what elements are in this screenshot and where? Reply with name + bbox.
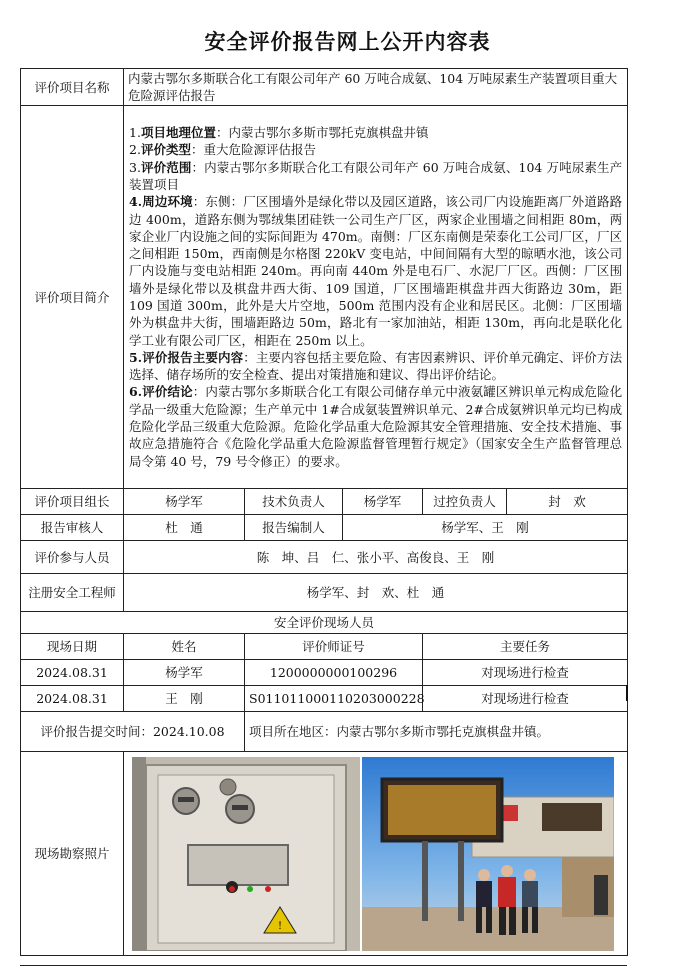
intro-item: 3.评价范围：内蒙古鄂尔多斯联合化工有限公司年产 60 万吨合成氨、104 万吨尿素生产装置项目 (129, 159, 623, 192)
name-cell: 杨学军 (124, 660, 245, 686)
review-row (21, 515, 628, 541)
photos-cell (124, 752, 628, 956)
editor-value: 杨学军、王 刚 (343, 515, 628, 541)
process-label: 过控负责人 (423, 489, 507, 515)
project-location: 项目所在地区：内蒙古鄂尔多斯市鄂托克旗棋盘井镇。 (245, 712, 628, 752)
leader-row (21, 489, 628, 515)
date-cell: 2024.08.31 (21, 686, 124, 712)
engineers-value: 杨学军、封 欢、杜 通 (124, 574, 628, 612)
photos-row (21, 752, 628, 956)
intro-label: 评价项目简介 (21, 106, 124, 489)
table-row (21, 686, 628, 712)
column-header: 主要任务 (423, 634, 628, 660)
name-cell: 王 刚 (124, 686, 245, 712)
intro-content (124, 106, 628, 489)
photos-label: 现场勘察照片 (21, 752, 124, 956)
column-header: 现场日期 (21, 634, 124, 660)
reviewer-label: 报告审核人 (21, 515, 124, 541)
editor-label: 报告编制人 (245, 515, 343, 541)
column-header: 姓名 (124, 634, 245, 660)
intro-item: 1.项目地理位置：内蒙古鄂尔多斯市鄂托克旗棋盘井镇 (129, 125, 429, 141)
site-staff-header-row (21, 634, 628, 660)
page-title: 安全评价报告网上公开内容表 (204, 29, 491, 54)
process-value: 封 欢 (507, 489, 628, 515)
site-group-photo (362, 757, 614, 951)
intro-item: 4.周边环境：东侧：厂区围墙外是绿化带以及园区道路，该公司厂内设施距离厂外道路路边 400m，道路东侧为鄂绒集团硅铁一公司生产厂区，两家企业围墙之间相距 80m，两家企业厂内设施之间的实际间距为 470m。南侧：厂区东南侧是荣泰化工公司厂区，厂区之间相距 150m，西南侧是尔格图 220kV 变电站，中间间隔有大型的晾晒水池，该公司厂内设施与变电站相距 240m。再向南 440m 外是电石厂、水泥厂厂区。西侧：厂区围墙外是绿化带以及棋盘井西大街、109 国道，厂区围墙距棋盘井西大街路边 30m，距 109 国道 300m，此外是大片空地，500m 范围内没有企业和居民区。北侧：厂区围墙外为棋盘井大街，围墙距路边 50m，路北有一家加油站，相距 130m，再向北是联化化学工业有限公司厂区，相距在 250m 以上。 (129, 194, 623, 348)
site-staff-heading: 安全评价现场人员 (21, 612, 628, 634)
table-row (21, 660, 628, 686)
date-cell: 2024.08.31 (21, 660, 124, 686)
svg-text:!: ! (277, 920, 283, 932)
participants-label: 评价参与人员 (21, 541, 124, 574)
engineers-row (21, 574, 628, 612)
cert-cell: S011011000110203000228 (245, 686, 423, 712)
reviewer-value: 杜 通 (124, 515, 245, 541)
project-name-label: 评价项目名称 (21, 69, 124, 106)
column-header: 评价师证号 (245, 634, 423, 660)
explosion-proof-cabinet-photo (132, 757, 360, 951)
task-cell: 对现场进行检查 (423, 686, 628, 712)
site-staff-heading-row (21, 612, 628, 634)
submit-row (21, 712, 628, 752)
intro-row (21, 106, 628, 489)
leader-label: 评价项目组长 (21, 489, 124, 515)
intro-item: 2.评价类型：重大危险源评估报告 (129, 142, 316, 158)
leader-value: 杨学军 (124, 489, 245, 515)
engineers-label: 注册安全工程师 (21, 574, 124, 612)
intro-item: 6.评价结论：内蒙古鄂尔多斯联合化工有限公司储存单元中液氨罐区辨识单元构成危险化学品一级重大危险源；生产单元中 1#合成氨装置辨识单元、2#合成氨辨识单元均已构成危险化学品三级重大危险源。危险化学品重大危险源其安全管理措施、安全技术措施、事故应急措施符合《危险化学品重大危险源监督管理暂行规定》（国家安全生产监督管理总局令第 40 号，79 号令修正）的要求。 (129, 384, 623, 469)
cert-cell: 1200000000100296 (245, 660, 423, 686)
participants-row (21, 541, 628, 574)
task-cell: 对现场进行检查 (423, 660, 628, 686)
participants-value: 陈 坤、吕 仁、张小平、高俊良、王 刚 (124, 541, 628, 574)
text-cursor (626, 685, 628, 701)
disclosure-table (20, 68, 628, 956)
project-name-row (21, 69, 628, 106)
intro-item: 5.评价报告主要内容：主要内容包括主要危险、有害因素辨识、评价单元确定、评价方法选择、储存场所的安全检查、提出对策措施和建议、得出评价结论。 (129, 349, 623, 383)
submit-time: 评价报告提交时间：2024.10.08 (21, 712, 245, 752)
tech-label: 技术负责人 (245, 489, 343, 515)
tech-value: 杨学军 (343, 489, 423, 515)
project-name-value: 内蒙古鄂尔多斯联合化工有限公司年产 60 万吨合成氨、104 万吨尿素生产装置项目重大危险源评估报告 (124, 69, 628, 106)
page-bottom-border (20, 965, 627, 966)
